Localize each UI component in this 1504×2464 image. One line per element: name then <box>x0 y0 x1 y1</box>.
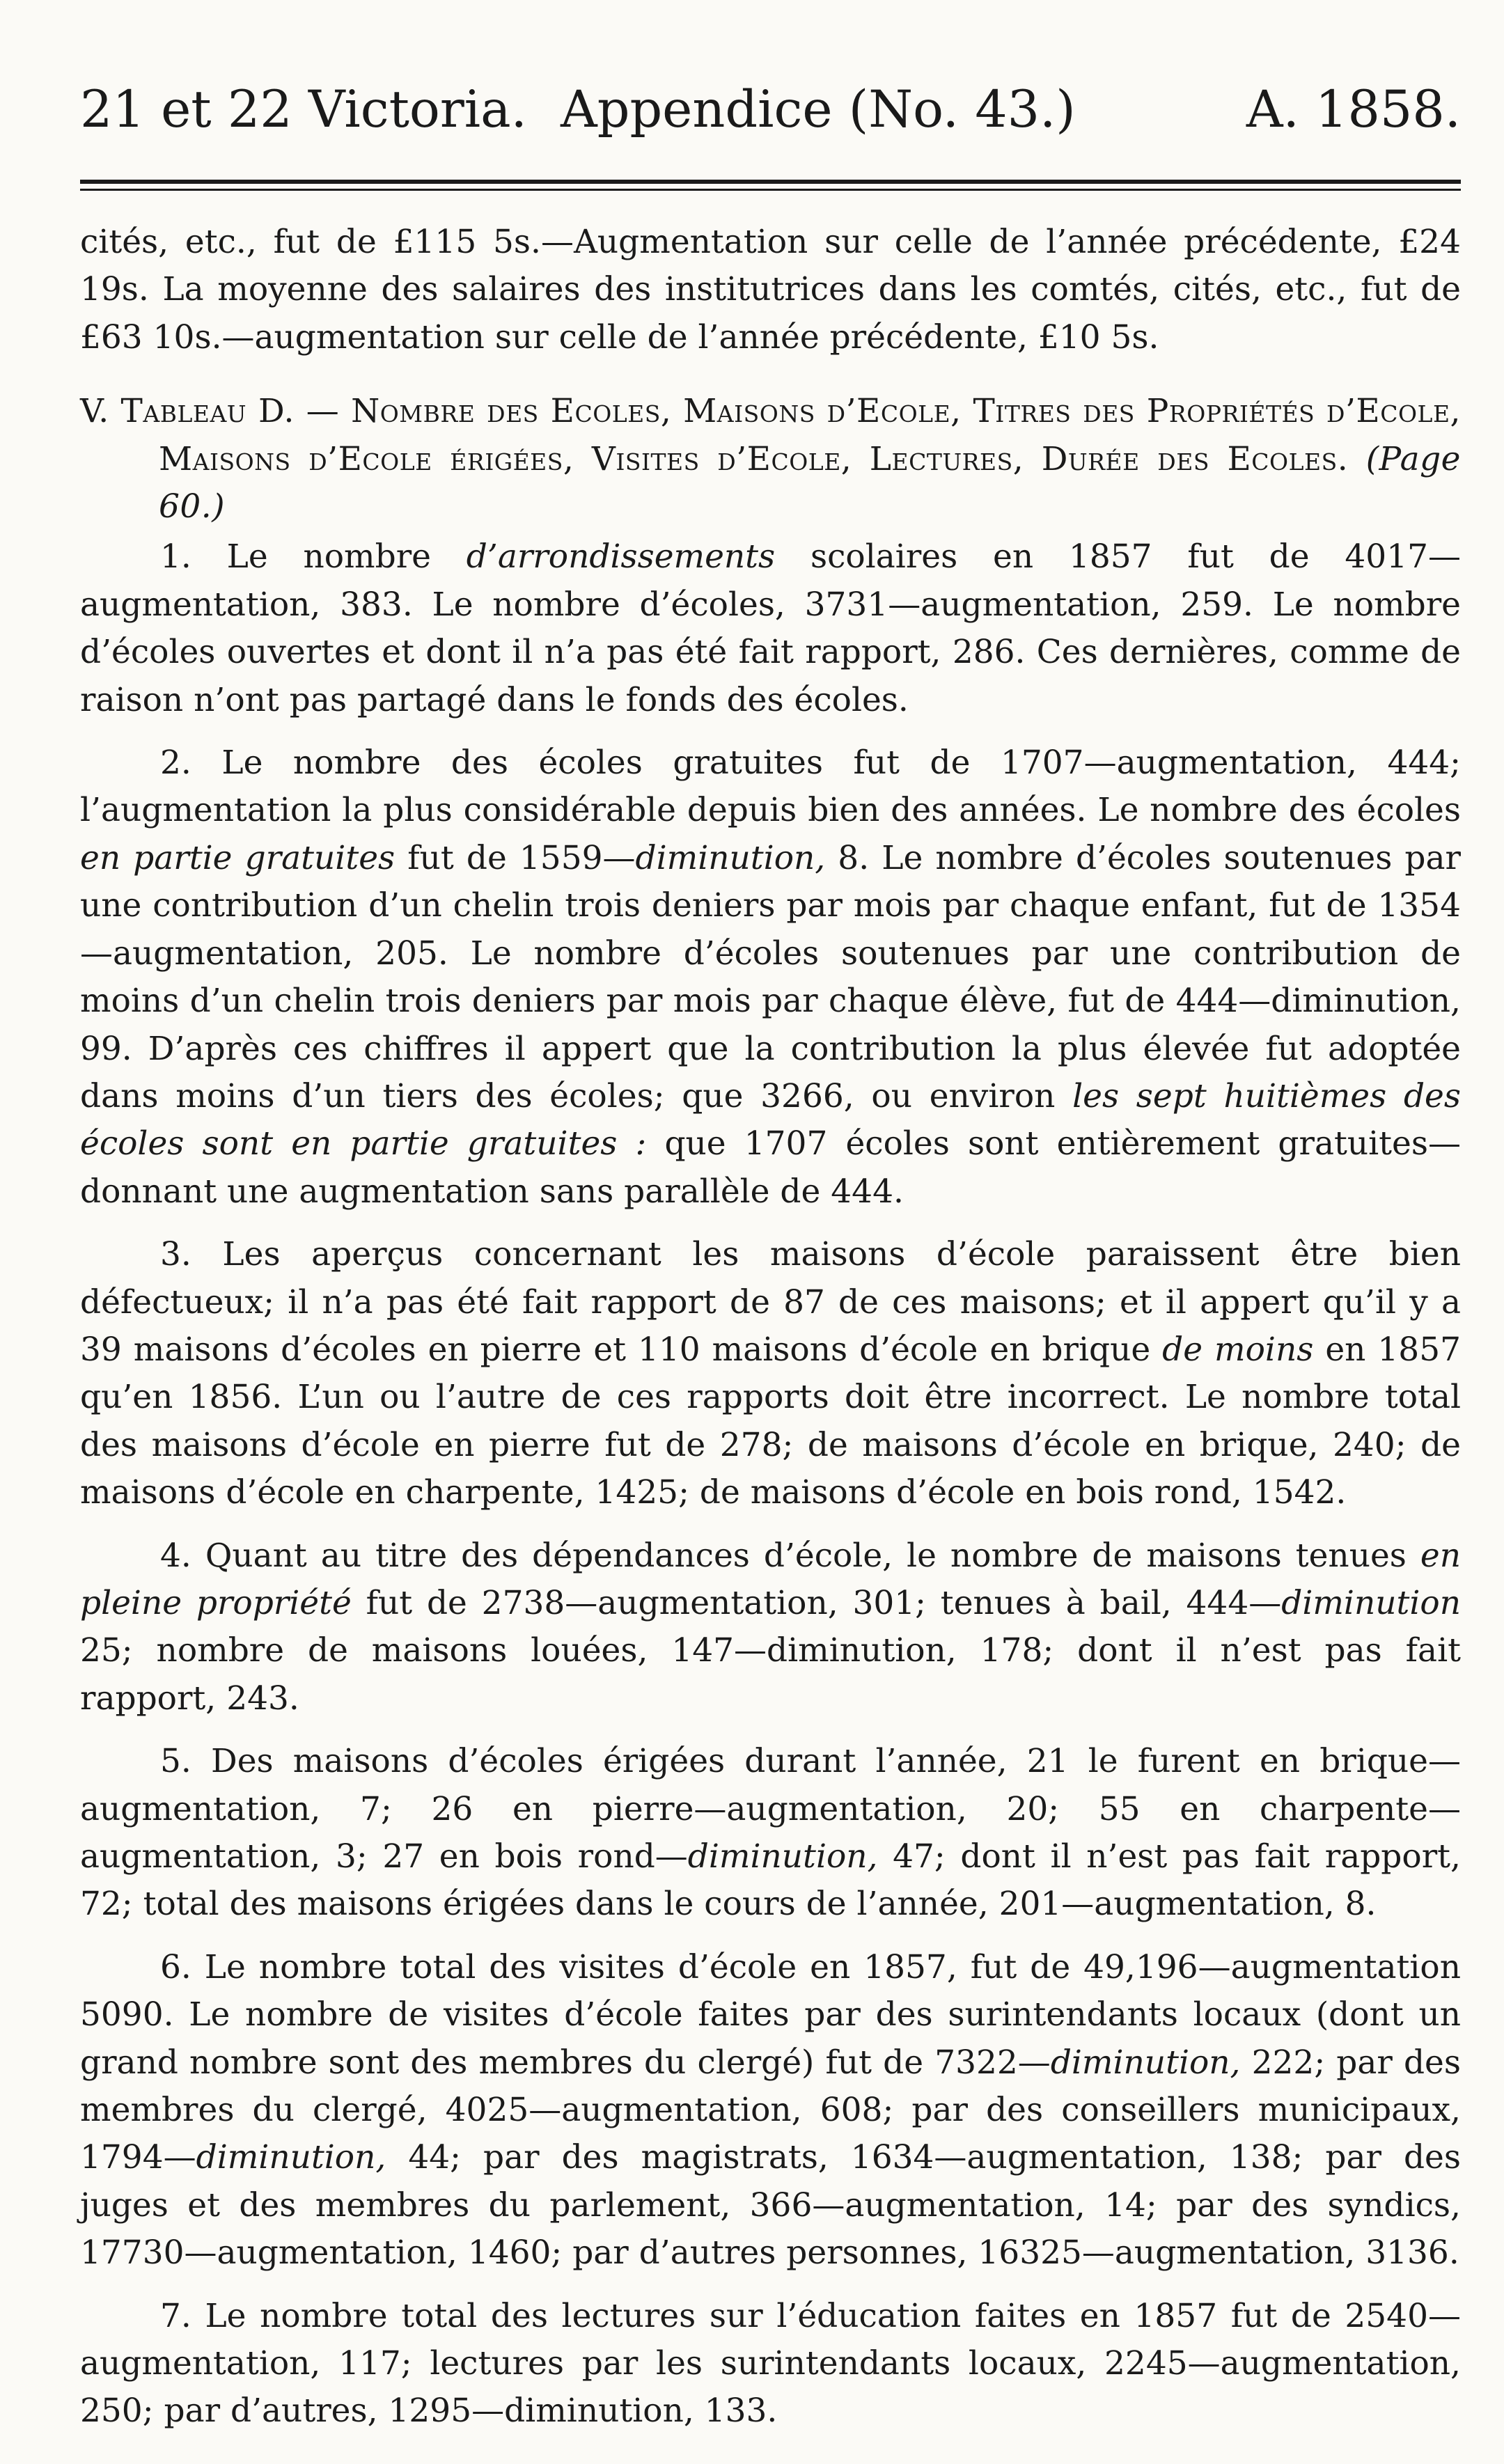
p6-italic-d: diminution, <box>196 2138 386 2177</box>
page-header <box>80 82 1461 138</box>
p5-text-c: 47; dont il n’est pas fait rapport, 72; total des maisons érigées dans le cours de l’année, 201—augmentation, 8. <box>80 1837 1461 1924</box>
p4-italic-d: diminution <box>1281 1583 1461 1622</box>
paragraph-1 <box>80 533 1461 724</box>
p4-text-c: fut de 2738—augmentation, 301; tenues à bail, 444— <box>351 1583 1282 1622</box>
p6-text-a: 6. Le nombre total des visites d’école en 1857, fut de 49,196—augmentation 5090. Le nombre de visites d’école faites par des surintendants locaux (dont un grand nombre sont des membres du clergé) fut de 7322— <box>80 1947 1461 2082</box>
section-page-ref: (Page 60.) <box>159 439 1461 526</box>
section-title: Tableau D. — Nombre des Ecoles, Maisons d’Ecole, Titres des Propriétés d’Ecole, Maisons d’Ecole érigées, Visites d’Ecole, Lectures, Durée des Ecoles. <box>120 392 1461 478</box>
intro-paragraph: cités, etc., fut de £115 5s.—Augmentation sur celle de l’année précédente, £24 19s. La moyenne des salaires des institutrices dans les comtés, cités, etc., fut de £63 10s.—augmentation sur celle de l’année précédente, £10 5s. <box>80 223 1461 356</box>
p2-text-g: que 1707 écoles sont entièrement gratuites—donnant une augmentation sans parallèle de 444. <box>80 1124 1461 1211</box>
p4-text-a: 4. Quant au titre des dépendances d’école, le nombre de maisons tenues <box>160 1536 1420 1575</box>
p2-text-a: 2. Le nombre des écoles gratuites fut de 1707—augmentation, 444; l’augmentation la plus considérable depuis bien des années. Le nombre des écoles <box>80 744 1461 830</box>
p5-text-a: 5. Des maisons d’écoles érigées durant l’année, 21 le furent en brique—augmentation, 7; 26 en pierre—augmentation, 20; 55 en charpente—augmentation, 3; 27 en bois rond— <box>80 1742 1461 1876</box>
p1-italic-b: d’arrondissements <box>466 537 776 576</box>
section-number: V. <box>80 392 109 431</box>
p4-text-e: 25; nombre de maisons louées, 147—diminution, 178; dont il n’est pas fait rapport, 243. <box>80 1631 1461 1718</box>
paragraph-2 <box>80 739 1461 1216</box>
paragraph-3 <box>80 1231 1461 1516</box>
p2-text-e: 8. Le nombre d’écoles soutenues par une contribution d’un chelin trois deniers par mois par chaque enfant, fut de 1354 —augmentation, 205. Le nombre d’écoles soutenues par une contribution de moins d’un chelin trois deniers par mois par chaque élève, fut de 444—diminution, 99. D’après ces chiffres il appert que la contribution la plus élevée fut adoptée dans moins d’un tiers des écoles; que 3266, ou environ <box>80 838 1462 1115</box>
section-heading <box>80 388 1461 531</box>
p2-italic-b: en partie gratuites <box>80 838 395 877</box>
paragraph-4 <box>80 1532 1461 1723</box>
paragraph-6 <box>80 1944 1461 2277</box>
header-year: A. 1858. <box>1246 80 1461 139</box>
p3-text-a: 3. Les aperçus concernant les maisons d’école paraissent être bien défectueux; il n’a pas été fait rapport de 87 de ces maisons; et il appert qu’il y a 39 maisons d’écoles en pierre et 110 maisons d’école en brique <box>80 1235 1461 1369</box>
p1-text-a: 1. Le nombre <box>160 537 467 576</box>
document-body <box>80 219 1461 2435</box>
p6-italic-b: diminution, <box>1050 2043 1241 2082</box>
p4-italic-b: en pleine propriété <box>80 1536 1461 1622</box>
p2-text-c: fut de 1559— <box>395 838 636 877</box>
p2-italic-f: les sept huitièmes des écoles sont en partie gratuites : <box>80 1076 1461 1163</box>
p6-text-e: 44; par des magistrats, 1634—augmentation, 138; par des juges et des membres du parlement, 366—augmentation, 14; par des syndics, 17730—augmentation, 1460; par d’autres personnes, 16325—augmentation, 3136. <box>80 2138 1461 2273</box>
p2-italic-d: diminution, <box>635 838 826 877</box>
p6-text-c: 222; par des membres du clergé, 4025—augmentation, 608; par des conseillers municipaux, 1794— <box>80 2043 1461 2177</box>
p1-text-c: scolaires en 1857 fut de 4017—augmentation, 383. Le nombre d’écoles, 3731—augmentation, 259. Le nombre d’écoles ouvertes et dont il n’a pas été fait rapport, 286. Ces dernières, comme de raison n’ont pas partagé dans le fonds des écoles. <box>80 537 1461 719</box>
paragraph-5 <box>80 1738 1461 1929</box>
header-rule-thick <box>80 180 1461 184</box>
paragraph-7: 7. Le nombre total des lectures sur l’éducation faites en 1857 fut de 2540—augmentation, 117; lectures par les surintendants locaux, 2245—augmentation, 250; par d’autres, 1295—diminution, 133. <box>80 2296 1461 2431</box>
header-session: 21 et 22 Victoria. <box>80 80 527 139</box>
p5-italic-b: diminution, <box>687 1837 878 1876</box>
p3-italic-b: de moins <box>1162 1330 1314 1369</box>
header-rule-thin <box>80 189 1461 191</box>
header-appendix: Appendice (No. 43.) <box>561 80 1076 139</box>
p3-text-c: en 1857 qu’en 1856. L’un ou l’autre de ces rapports doit être incorrect. Le nombre total des maisons d’école en pierre fut de 278; de maisons d’école en brique, 240; de maisons d’école en charpente, 1425; de maisons d’école en bois rond, 1542. <box>80 1330 1461 1512</box>
